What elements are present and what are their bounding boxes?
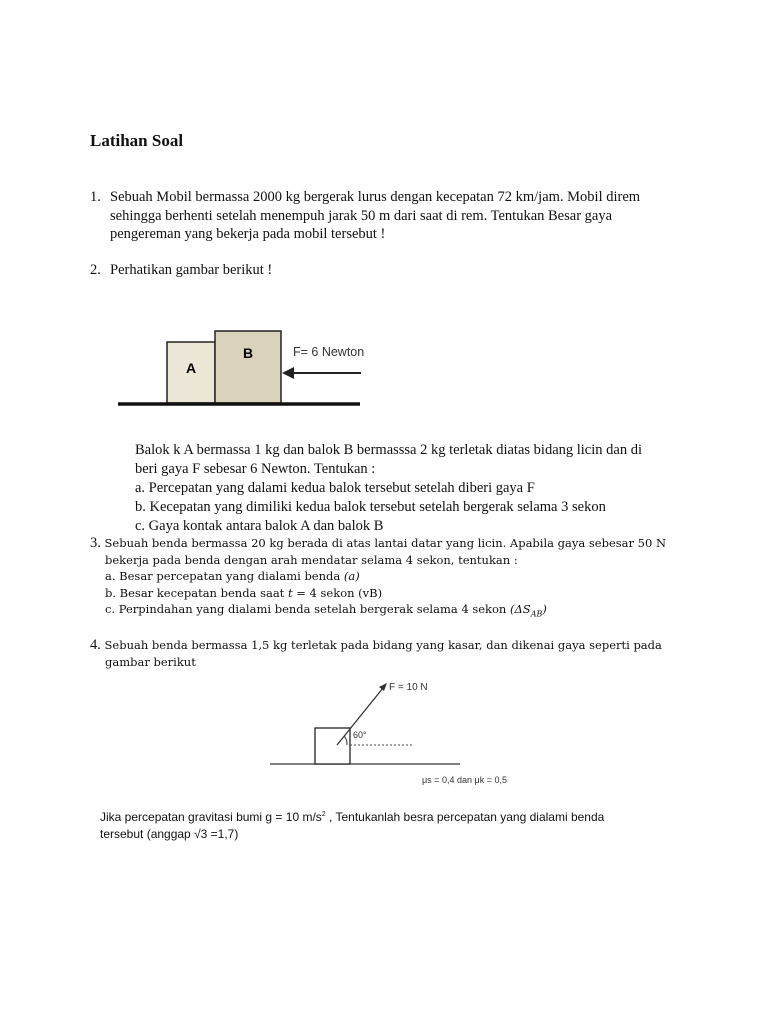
question-3 (90, 535, 690, 623)
force-label: F= 6 Newton (293, 345, 365, 359)
question-text-line: Sebuah Mobil bermassa 2000 kg bergerak lurus dengan kecepatan 72 km/jam. Mobil direm (110, 189, 641, 205)
question-number: 4. (90, 637, 101, 653)
block-a-label: A (185, 360, 197, 376)
question-text-line: bekerja pada benda dengan arah mendatar selama 4 sekon, tentukan : (105, 552, 518, 567)
question-text-line: beri gaya F sebesar 6 Newton. Tentukan : (135, 461, 376, 477)
question-number: 3. (90, 535, 101, 551)
sub-question-b: b. Besar kecepatan benda saat t = 4 sekon (vB) (105, 585, 383, 600)
sub-question-c: c. Gaya kontak antara balok A dan balok B (135, 518, 384, 534)
question-number: 2. (90, 262, 101, 278)
sub-question-c: c. Perpindahan yang dialami benda setelah bergerak selama 4 sekon $(\Delta S_{AB})$ (105, 602, 547, 619)
force-label: F = 10 N (389, 682, 428, 693)
question-number: 1. (90, 189, 101, 205)
question-text-line: Balok k A bermassa 1 kg dan balok B bermasssa 2 kg terletak diatas bidang licin dan di (135, 442, 642, 458)
sub-question-a: a. Percepatan yang dalami kedua balok tersebut setelah diberi gaya F (135, 480, 535, 496)
blocks-figure (110, 320, 380, 415)
question-4-body (100, 806, 700, 843)
inclined-force-figure (265, 675, 510, 793)
question-2-body (135, 441, 695, 536)
and-label: dan (456, 775, 473, 785)
block-b (215, 331, 281, 403)
question-2 (90, 261, 273, 280)
mu-k-label: μk = 0,5 (474, 775, 507, 785)
force-arrow-head (282, 367, 294, 379)
force-arrow-head (379, 683, 387, 691)
question-text: Perhatikan gambar berikut ! (110, 262, 273, 278)
block (315, 728, 350, 764)
question-text-line: tersebut (anggap √3 =1,7) (100, 827, 239, 841)
question-text-line: pengereman yang bekerja pada mobil tersebut ! (110, 226, 386, 242)
sub-question-a: a. Besar percepatan yang dialami benda (a) (105, 569, 360, 583)
question-text-line: Sebuah benda bermassa 20 kg berada di atas lantai datar yang licin. Apabila gaya sebesar 50 N (104, 536, 667, 550)
sub-question-b: b. Kecepatan yang dimiliki kedua balok tersebut setelah bergerak selama 3 sekon (135, 499, 606, 515)
question-text-line: sehingga berhenti setelah menempuh jarak 50 m dari saat di rem. Tentukan Besar gaya (110, 207, 613, 224)
friction-coefficients (422, 775, 507, 785)
mu-s-label: μs = 0,4 (422, 775, 455, 785)
page-title: Latihan Soal (90, 131, 184, 150)
question-text-line: Sebuah benda bermassa 1,5 kg terletak pada bidang yang kasar, dan dikenai gaya seperti pada (104, 638, 662, 652)
question-text-line: gambar berikut (105, 654, 196, 669)
question-text-line: Jika percepatan gravitasi bumi g = 10 $m/s^2$ , Tentukanlah besra percepatan yang dialami benda (100, 810, 605, 824)
question-4 (90, 637, 690, 670)
block-b-label: B (242, 345, 254, 361)
angle-label: 60° (353, 730, 367, 740)
